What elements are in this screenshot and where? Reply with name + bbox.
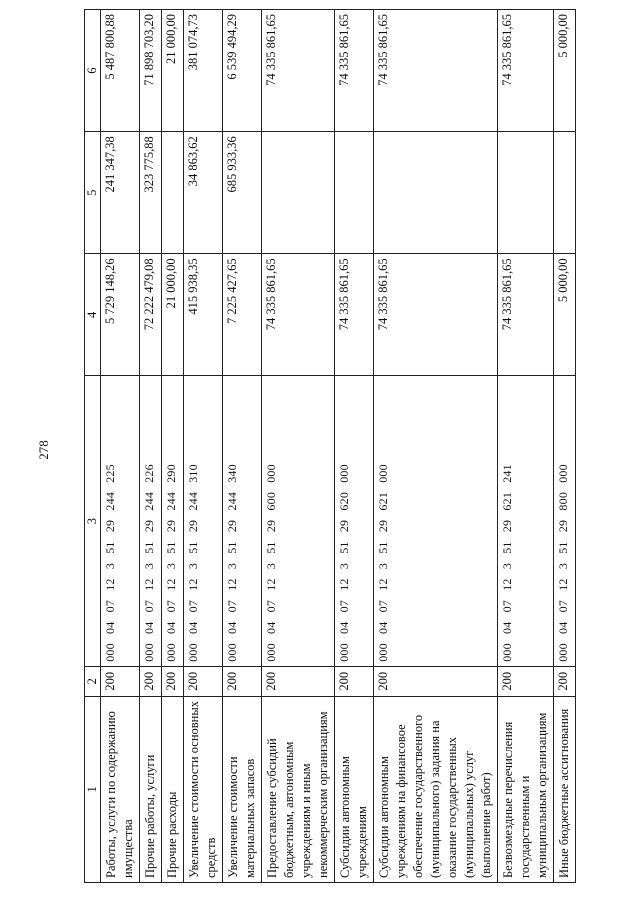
header-col-1: 1 <box>85 696 101 882</box>
table-row <box>554 10 576 883</box>
header-row <box>85 10 101 883</box>
row-col-5 <box>335 132 374 254</box>
row-col-4: 74 335 861,65 <box>262 254 335 376</box>
row-name: Прочие работы, услуги <box>140 696 162 882</box>
table-row <box>223 10 262 883</box>
row-col-4: 74 335 861,65 <box>335 254 374 376</box>
row-budget-code: 000 04 07 12 3 51 29 620 000 <box>335 376 374 666</box>
row-budget-code: 000 04 07 12 3 51 29 600 000 <box>262 376 335 666</box>
row-col-5 <box>162 132 184 254</box>
row-line-code: 200 <box>101 666 140 696</box>
row-budget-code: 000 04 07 12 3 51 29 244 290 <box>162 376 184 666</box>
row-name: Субсидии автономным учреждениям на финансовое обеспечение государственного (муниципального) задания на оказание государственных (муниципальных) услуг (выполнение работ) <box>374 696 498 882</box>
row-name: Увеличение стоимости материальных запасов <box>223 696 262 882</box>
header-col-4: 4 <box>85 254 101 376</box>
row-col-4: 21 000,00 <box>162 254 184 376</box>
row-col-5 <box>262 132 335 254</box>
row-name: Безвозмездные перечисления государственным и муниципальным организациям <box>498 696 554 882</box>
table-row <box>262 10 335 883</box>
row-col-6: 71 898 703,20 <box>140 10 162 132</box>
header-col-3: 3 <box>85 376 101 666</box>
table-row <box>162 10 184 883</box>
page-number: 278 <box>36 440 51 460</box>
row-col-5 <box>374 132 498 254</box>
row-col-6: 74 335 861,65 <box>262 10 335 132</box>
row-col-5: 34 863,62 <box>184 132 223 254</box>
row-name: Иные бюджетные ассигнования <box>554 696 576 882</box>
row-col-6: 381 074,73 <box>184 10 223 132</box>
row-col-6: 74 335 861,65 <box>335 10 374 132</box>
row-line-code: 200 <box>498 666 554 696</box>
row-col-4: 74 335 861,65 <box>374 254 498 376</box>
row-line-code: 200 <box>374 666 498 696</box>
rotated-page-content <box>84 9 571 883</box>
row-col-5: 685 933,36 <box>223 132 262 254</box>
row-line-code: 200 <box>554 666 576 696</box>
row-col-6: 5 000,00 <box>554 10 576 132</box>
row-col-5 <box>554 132 576 254</box>
row-col-5 <box>498 132 554 254</box>
row-name: Предоставление субсидий бюджетным, автономным учреждениям и иным некоммерческим организациям <box>262 696 335 882</box>
row-budget-code: 000 04 07 12 3 51 29 800 000 <box>554 376 576 666</box>
budget-table <box>84 9 576 883</box>
table-row <box>101 10 140 883</box>
row-name: Прочие расходы <box>162 696 184 882</box>
row-col-6: 74 335 861,65 <box>374 10 498 132</box>
row-name: Работы, услуги по содержанию имущества <box>101 696 140 882</box>
row-budget-code: 000 04 07 12 3 51 29 244 226 <box>140 376 162 666</box>
row-line-code: 200 <box>140 666 162 696</box>
row-name: Субсидии автономным учреждениям <box>335 696 374 882</box>
row-line-code: 200 <box>162 666 184 696</box>
header-col-2: 2 <box>85 666 101 696</box>
row-budget-code: 000 04 07 12 3 51 29 244 340 <box>223 376 262 666</box>
row-col-4: 415 938,35 <box>184 254 223 376</box>
row-budget-code: 000 04 07 12 3 51 29 244 225 <box>101 376 140 666</box>
row-col-6: 74 335 861,65 <box>498 10 554 132</box>
header-col-5: 5 <box>85 132 101 254</box>
row-col-4: 7 225 427,65 <box>223 254 262 376</box>
row-name: Увеличение стоимости основных средств <box>184 696 223 882</box>
row-line-code: 200 <box>184 666 223 696</box>
row-line-code: 200 <box>223 666 262 696</box>
row-col-5: 323 775,88 <box>140 132 162 254</box>
table-row <box>335 10 374 883</box>
row-budget-code: 000 04 07 12 3 51 29 621 000 <box>374 376 498 666</box>
row-line-code: 200 <box>262 666 335 696</box>
row-col-5: 241 347,38 <box>101 132 140 254</box>
row-col-4: 5 729 148,26 <box>101 254 140 376</box>
row-budget-code: 000 04 07 12 3 51 29 244 310 <box>184 376 223 666</box>
table-row <box>140 10 162 883</box>
header-col-6: 6 <box>85 10 101 132</box>
row-col-6: 6 539 494,29 <box>223 10 262 132</box>
table-row <box>374 10 498 883</box>
row-col-4: 5 000,00 <box>554 254 576 376</box>
row-col-6: 5 487 800,88 <box>101 10 140 132</box>
row-budget-code: 000 04 07 12 3 51 29 621 241 <box>498 376 554 666</box>
table-row <box>498 10 554 883</box>
row-col-4: 74 335 861,65 <box>498 254 554 376</box>
row-col-4: 72 222 479,08 <box>140 254 162 376</box>
row-line-code: 200 <box>335 666 374 696</box>
row-col-6: 21 000,00 <box>162 10 184 132</box>
table-row <box>184 10 223 883</box>
